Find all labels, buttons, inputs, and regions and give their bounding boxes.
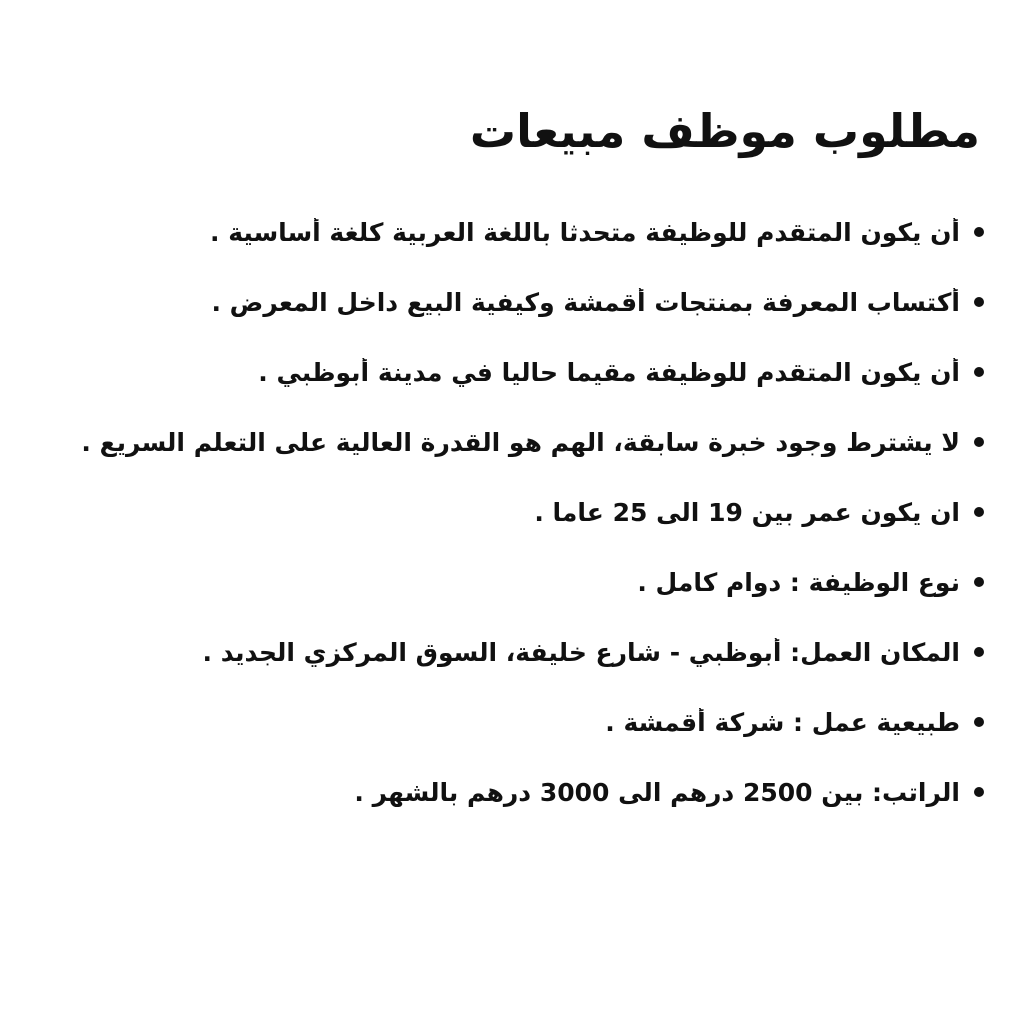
list-item [24, 630, 984, 674]
requirement-text: لا يشترط وجود خبرة سابقة، الهم هو القدرة العالية على التعلم السريع . [81, 427, 960, 457]
bullet-icon [974, 367, 984, 377]
list-item [24, 350, 984, 394]
list-item [24, 560, 984, 604]
requirement-text: نوع الوظيفة : دوام كامل . [637, 567, 960, 597]
list-item [24, 770, 984, 814]
list-item [24, 280, 984, 324]
requirement-text: أن يكون المتقدم للوظيفة مقيما حاليا في مدينة أبوظبي . [258, 357, 960, 387]
bullet-icon [974, 227, 984, 237]
bullet-icon [974, 647, 984, 657]
list-item [24, 420, 984, 464]
list-item [24, 490, 984, 534]
requirement-text: أكتساب المعرفة بمنتجات أقمشة وكيفية البيع داخل المعرض . [211, 287, 960, 317]
requirement-text: طبيعية عمل : شركة أقمشة . [605, 707, 960, 737]
requirement-text: ان يكون عمر بين 19 الى 25 عاما . [534, 497, 960, 527]
requirement-text: أن يكون المتقدم للوظيفة متحدثا باللغة العربية كلغة أساسية . [210, 217, 960, 247]
list-item [24, 210, 984, 254]
bullet-icon [974, 507, 984, 517]
bullet-icon [974, 787, 984, 797]
bullet-icon [974, 577, 984, 587]
bullet-icon [974, 437, 984, 447]
bullet-icon [974, 297, 984, 307]
requirement-text: الراتب: بين 2500 درهم الى 3000 درهم بالشهر . [354, 777, 960, 807]
page-title: مطلوب موظف مبيعات [469, 104, 980, 158]
list-item [24, 700, 984, 744]
requirements-list [24, 210, 984, 840]
requirement-text: المكان العمل: أبوظبي - شارع خليفة، السوق المركزي الجديد . [202, 637, 960, 667]
bullet-icon [974, 717, 984, 727]
